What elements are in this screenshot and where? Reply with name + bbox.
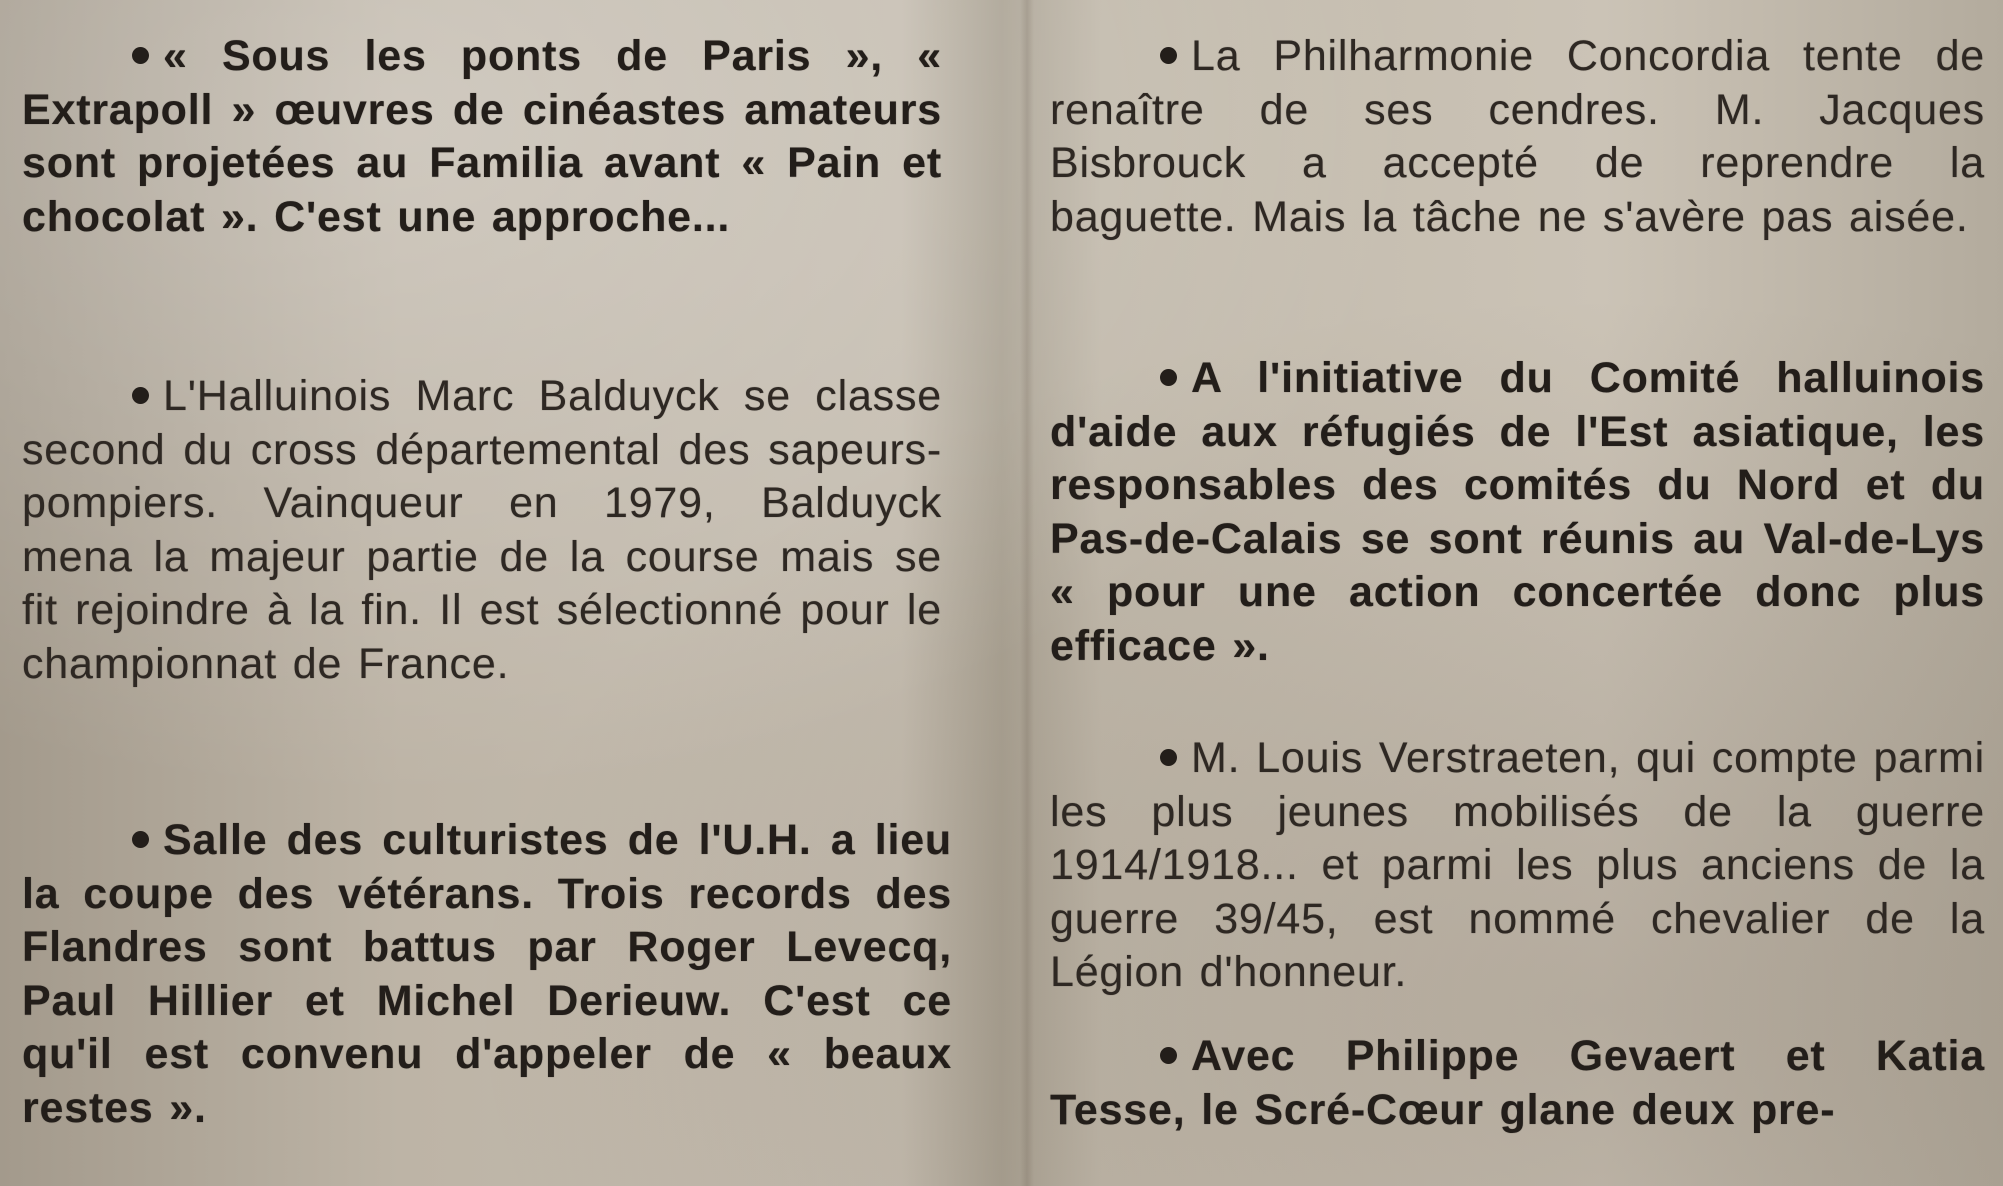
bullet-icon — [1160, 1047, 1177, 1064]
news-item-text: Salle des culturistes de l'U.H. a lieu la coupe des vétérans. Trois records des Flandres sont battus par Roger Levecq, Paul Hillier et Michel Derieuw. C'est ce qu'il est convenu d'appeler de « beaux restes ». — [22, 816, 952, 1132]
news-item-text: A l'initiative du Comité halluinois d'aide aux réfugiés de l'Est asiatique, les responsables des comités du Nord et du Pas-de-Calais se sont réunis au Val-de-Lys « pour une action concertée donc plus efficace ». — [1050, 354, 1985, 670]
bullet-icon — [132, 831, 149, 848]
bullet-icon — [132, 47, 149, 64]
bullet-icon — [1160, 749, 1177, 766]
news-item-text: « Sous les ponts de Paris », « Extrapoll » œuvres de cinéastes amateurs sont projetées au Familia avant « Pain et chocolat ». C'est une approche... — [22, 32, 942, 241]
news-item — [1050, 352, 1985, 673]
news-item-text: La Philharmonie Concordia tente de renaître de ses cendres. M. Jacques Bisbrouck a accepté de reprendre la baguette. Mais la tâche ne s'avère pas aisée. — [1050, 32, 1985, 241]
bullet-icon — [1160, 369, 1177, 386]
paper-fold-shadow — [1020, 0, 1034, 1186]
news-item — [1050, 732, 1985, 1000]
news-item — [22, 370, 942, 691]
news-item-text: L'Halluinois Marc Balduyck se classe second du cross départemental des sapeurs-pompiers. Vainqueur en 1979, Balduyck mena la majeur partie de la course mais se fit rejoindre à la fin. Il est sélectionné pour le championnat de France. — [22, 372, 942, 688]
news-item-text: Avec Philippe Gevaert et Katia Tesse, le Scré-Cœur glane deux pre- — [1050, 1032, 1985, 1134]
news-item — [1050, 1030, 1985, 1137]
bullet-icon — [1160, 47, 1177, 64]
news-item — [22, 814, 952, 1135]
news-item — [1050, 30, 1985, 244]
news-item — [22, 30, 942, 244]
bullet-icon — [132, 387, 149, 404]
news-item-text: M. Louis Verstraeten, qui compte parmi les plus jeunes mobilisés de la guerre 1914/1918... et parmi les plus anciens de la guerre 39/45, est nommé chevalier de la Légion d'honneur. — [1050, 734, 1985, 996]
